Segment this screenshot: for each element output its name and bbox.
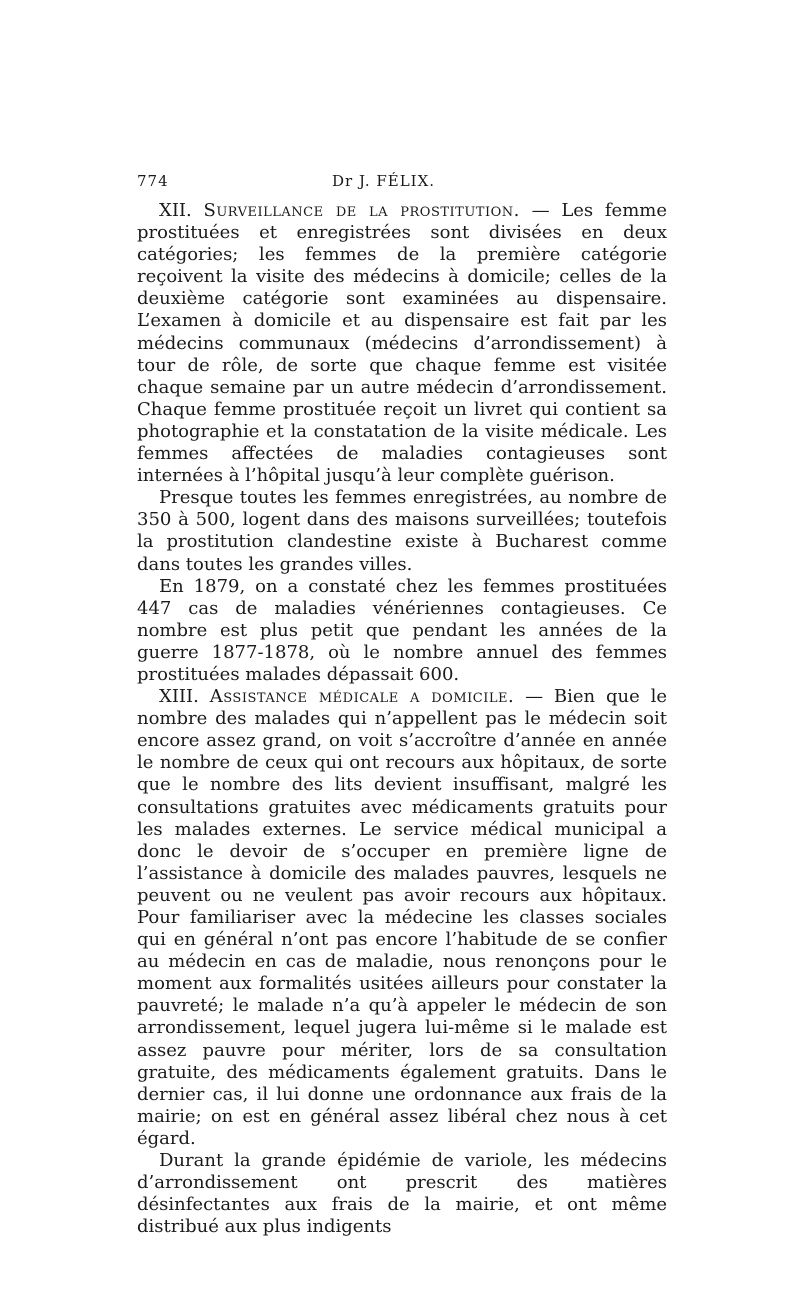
section-heading: Surveillance de la prostitution. (203, 200, 520, 221)
section-number: XII. (159, 200, 192, 221)
section-number: XIII. (159, 686, 199, 708)
paragraph: En 1879, on a constaté chez les femmes prostituées 447 cas de maladies vénériennes contagieuses. Ce nombre est plus petit que pendant les années de la guerre 1877-1878, où le nombre annuel des femmes prostituées malades dépassait 600. (137, 575, 667, 685)
paragraph: Presque toutes les femmes enregistrées, au nombre de 350 à 500, logent dans des maisons surveillées; toutefois la prostitution clandestine existe à Bucharest comme dans toutes les grandes villes. (137, 487, 667, 575)
body-text (137, 200, 667, 1238)
paragraph-text: — Les femme prostituées et enregistrées sont divisées en deux catégories; les femmes de la première catégorie reçoivent la visite des médecins à domicile; celles de la deuxième catégorie sont examinées au dispensaire. L’examen à domicile et au dispensaire est fait par les médecins communaux (médecins d’arrondissement) à tour de rôle, de sorte que chaque femme est visitée chaque semaine par un autre médecin d’arrondissement. Chaque femme prostituée reçoit un livret qui contient sa photographie et la constatation de la visite médicale. Les femmes affectées de maladies contagieuses sont internées à l’hôpital jusqu’à leur complète guérison. (137, 200, 667, 487)
paragraph-xiii (137, 686, 667, 1150)
running-head: Dr J. FÉLIX. (332, 172, 436, 190)
page-number: 774 (137, 172, 169, 190)
page-header (137, 168, 667, 198)
paragraph-text: — Bien que le nombre des malades qui n’appellent pas le médecin soit encore assez grand, on voit s’accroître d’année en année le nombre de ceux qui ont recours aux hôpitaux, de sorte que le nombre des lits devient insuffisant, malgré les consultations gratuites avec médicaments gratuits pour les malades externes. Le service médical municipal a donc le devoir de s’occuper en première ligne de l’assistance à domicile des malades pauvres, lesquels ne peuvent ou ne veulent pas avoir recours aux hôpitaux. Pour familiariser avec la médecine les classes sociales qui en général n’ont pas encore l’habitude de se confier au médecin en cas de maladie, nous renonçons pour le moment aux formalités usitées ailleurs pour constater la pauvreté; le malade n’a qu’à appeler le médecin de son arrondissement, lequel jugera lui-même si le malade est assez pauvre pour mériter, lors de sa consultation gratuite, des médicaments également gratuits. Dans le dernier cas, il lui donne une ordonnance aux frais de la mairie; on est en général assez libéral chez nous à cet égard. (137, 686, 668, 1149)
paragraph-xii (137, 200, 667, 487)
paragraph: Durant la grande épidémie de variole, les médecins d’arrondissement ont prescrit des matières désinfectantes aux frais de la mairie, et ont même distribué aux plus indigents (137, 1150, 667, 1238)
book-page (137, 168, 667, 1238)
section-heading: Assistance médicale a domicile. (209, 686, 515, 708)
